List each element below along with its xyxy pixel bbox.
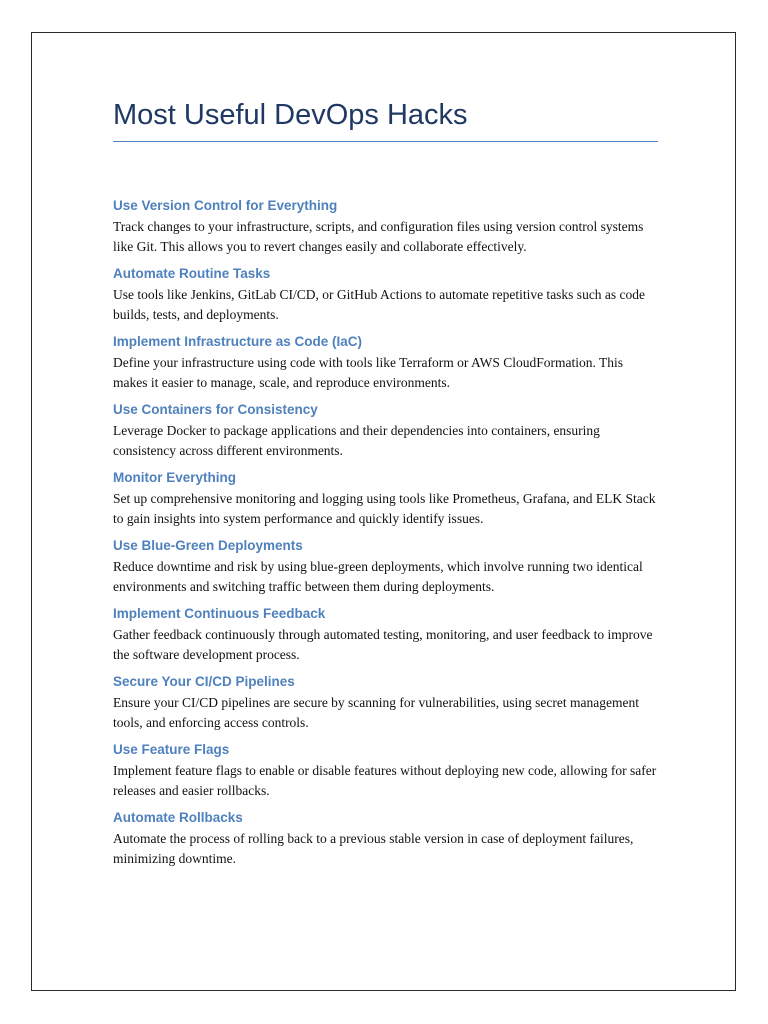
section-heading: Use Feature Flags [113, 742, 230, 757]
section-body: Implement feature flags to enable or disable features without deploying new code, allowing for safer releases and easier rollbacks. [113, 763, 657, 798]
section-containers [113, 401, 658, 461]
section-heading: Implement Continuous Feedback [113, 606, 326, 621]
section-feature-flags [113, 741, 658, 801]
section-body: Use tools like Jenkins, GitLab CI/CD, or GitHub Actions to automate repetitive tasks such as code builds, tests, and deployments. [113, 287, 646, 322]
section-body: Automate the process of rolling back to a previous stable version in case of deployment failures, minimizing downtime. [113, 831, 634, 866]
section-heading: Automate Routine Tasks [113, 266, 271, 281]
section-heading: Use Blue-Green Deployments [113, 538, 303, 553]
section-continuous-feedback [113, 605, 658, 665]
section-heading: Use Version Control for Everything [113, 198, 338, 213]
section-version-control [113, 197, 658, 257]
section-body: Set up comprehensive monitoring and logging using tools like Prometheus, Grafana, and ELK Stack to gain insights into system performance and quickly identify issues. [113, 491, 656, 526]
section-secure-pipelines [113, 673, 658, 733]
section-heading: Use Containers for Consistency [113, 402, 318, 417]
section-body: Gather feedback continuously through automated testing, monitoring, and user feedback to improve the software development process. [113, 627, 653, 662]
document-content [113, 95, 658, 877]
section-heading: Implement Infrastructure as Code (IaC) [113, 334, 363, 349]
section-body: Leverage Docker to package applications and their dependencies into containers, ensuring consistency across different environments. [113, 423, 600, 458]
document-page [31, 32, 736, 991]
section-heading: Secure Your CI/CD Pipelines [113, 674, 295, 689]
section-body: Define your infrastructure using code with tools like Terraform or AWS CloudFormation. This makes it easier to manage, scale, and reproduce environments. [113, 355, 624, 390]
section-body: Ensure your CI/CD pipelines are secure by scanning for vulnerabilities, using secret management tools, and enforcing access controls. [113, 695, 639, 730]
section-list [113, 197, 658, 869]
section-automate-tasks [113, 265, 658, 325]
section-body: Track changes to your infrastructure, scripts, and configuration files using version control systems like Git. This allows you to revert changes easily and collaborate effectively. [113, 219, 644, 254]
section-automate-rollbacks [113, 809, 658, 869]
section-heading: Monitor Everything [113, 470, 237, 485]
section-body: Reduce downtime and risk by using blue-green deployments, which involve running two identical environments and switching traffic between them during deployments. [113, 559, 643, 594]
page-title: Most Useful DevOps Hacks [113, 95, 658, 142]
section-blue-green [113, 537, 658, 597]
section-iac [113, 333, 658, 393]
section-monitor [113, 469, 658, 529]
section-heading: Automate Rollbacks [113, 810, 243, 825]
